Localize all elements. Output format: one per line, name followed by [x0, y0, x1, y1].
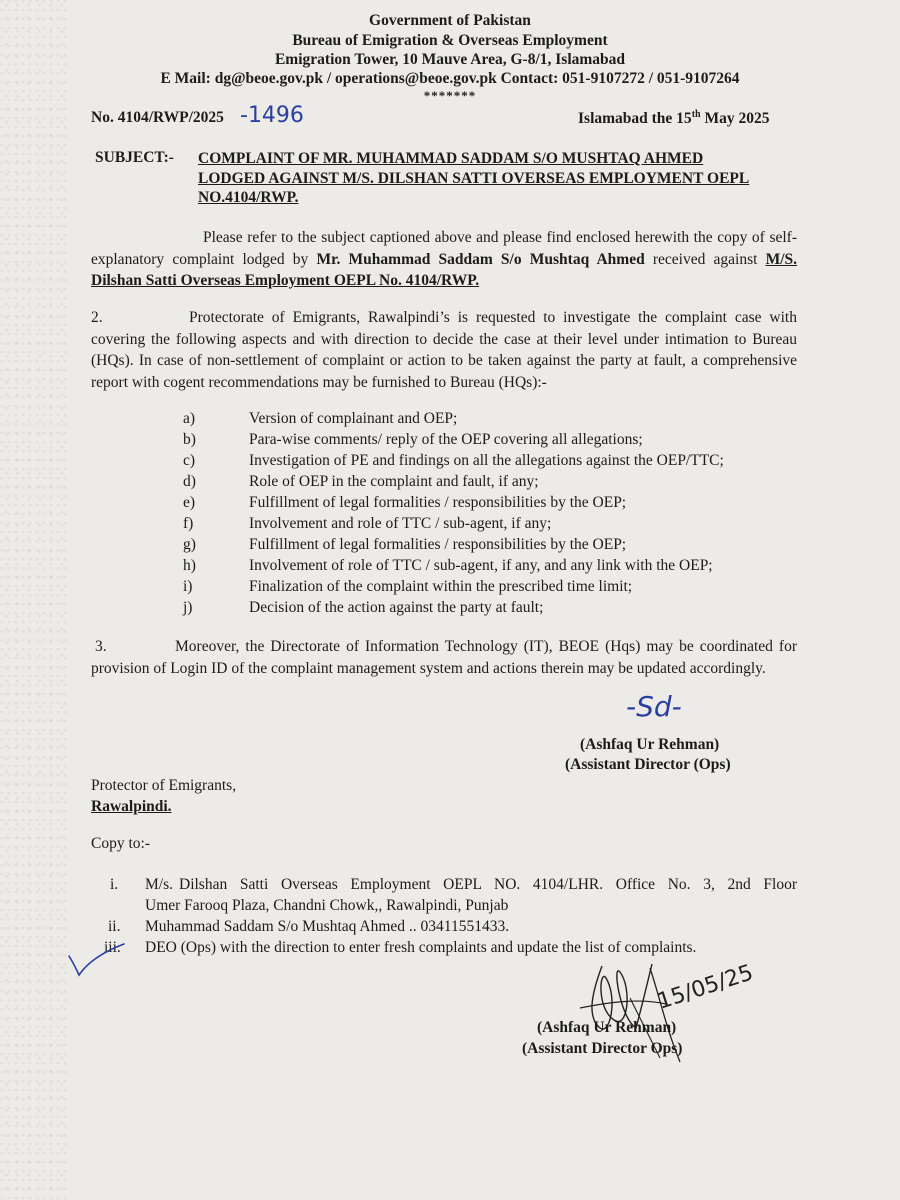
aspect-letter: f)	[183, 515, 194, 532]
aspect-letter: d)	[183, 473, 196, 490]
copy-item-1-text: Dilshan Satti Overseas Employment OEPL NO. 4104/LHR. Office No. 3, 2nd Floor	[179, 876, 797, 893]
para1-text-a: Please refer to the subject captioned above and please find enclosed herewith the copy of self-explanatory complaint lodged by	[91, 229, 797, 268]
signatory-title-2: (Assistant Director Ops)	[522, 1040, 683, 1057]
check-mark-icon	[66, 942, 126, 978]
aspect-text: Finalization of the complaint within the prescribed time limit;	[249, 578, 633, 595]
para1-complainant: Mr. Muhammad Saddam S/o Mushtaq Ahmed	[316, 250, 645, 268]
aspect-text: Decision of the action against the party at fault;	[249, 599, 544, 616]
para1-oep: M/S. Dilshan Satti Overseas Employment OEPL No. 4104/RWP.	[91, 250, 797, 289]
aspect-letter: h)	[183, 557, 196, 574]
aspect-letter: i)	[183, 578, 193, 595]
aspect-text: Involvement and role of TTC / sub-agent, if any;	[249, 515, 552, 532]
aspect-text: Involvement of role of TTC / sub-agent, if any, and any link with the OEP;	[249, 557, 713, 574]
scan-edge-noise	[0, 0, 70, 1200]
signatory-name-2: (Ashfaq Ur Rehman)	[537, 1019, 677, 1036]
subject-line-1: COMPLAINT OF MR. MUHAMMAD SADDAM S/O MUSHTAQ AHMED	[198, 150, 704, 167]
subject-line-2: LODGED AGAINST M/S. DILSHAN SATTI OVERSEAS EMPLOYMENT OEPL	[198, 169, 750, 187]
para2-number: 2.	[91, 309, 103, 326]
date-suffix: May 2025	[700, 110, 770, 128]
ref-number: No. 4104/RWP/2025	[91, 109, 224, 126]
aspect-text: Fulfillment of legal formalities / responsibilities by the OEP;	[249, 494, 627, 511]
copy-item-1	[145, 874, 797, 896]
copy-item-number: i.	[110, 876, 119, 893]
subject-line-3: NO.4104/RWP.	[198, 189, 299, 206]
addressee-line-2: Rawalpindi.	[91, 798, 172, 815]
header-line-1: Government of Pakistan	[369, 12, 531, 29]
aspect-text: Para-wise comments/ reply of the OEP covering all allegations;	[249, 431, 643, 448]
header-line-2: Bureau of Emigration & Overseas Employment	[292, 32, 608, 49]
copy-item-1-prefix: M/s.	[145, 876, 173, 893]
aspect-text: Investigation of PE and findings on all the allegations against the OEP/TTC;	[249, 452, 724, 469]
aspect-letter: c)	[183, 452, 196, 469]
handwritten-ref-suffix: -1496	[240, 103, 304, 128]
letter-date	[578, 109, 769, 128]
copy-item-number: iii.	[104, 939, 121, 956]
aspect-letter: b)	[183, 431, 196, 448]
date-sup: th	[691, 109, 701, 120]
para1-text-b: received against	[644, 250, 766, 268]
aspect-letter: e)	[183, 494, 196, 511]
copy-item-number: ii.	[108, 918, 121, 935]
subject-text	[198, 149, 798, 208]
aspect-text: Fulfillment of legal formalities / responsibilities by the OEP;	[249, 536, 627, 553]
signatory-title: (Assistant Director (Ops)	[565, 756, 731, 773]
header-stars: *******	[423, 88, 477, 103]
copy-item-1-line-2: Umer Farooq Plaza, Chandni Chowk,, Rawalpindi, Punjab	[145, 897, 509, 914]
header-contact: E Mail: dg@beoe.gov.pk / operations@beoe.gov.pk Contact: 051-9107272 / 051-9107264	[160, 70, 740, 87]
copy-item-2: Muhammad Saddam S/o Mushtaq Ahmed .. 03411551433.	[145, 918, 510, 935]
paragraph-1	[91, 227, 797, 292]
aspect-text: Version of complainant and OEP;	[249, 410, 458, 427]
aspect-letter: a)	[183, 410, 196, 427]
aspect-text: Role of OEP in the complaint and fault, if any;	[249, 473, 539, 490]
handwritten-signature-date: 15/05/25	[654, 960, 757, 1015]
paragraph-3: Moreover, the Directorate of Information Technology (IT), BEOE (Hqs) may be coordinated for provision of Login ID of the complaint management system and actions therein may be updated accordingly.	[91, 638, 797, 677]
subject-label: SUBJECT:-	[95, 149, 174, 166]
header-line-3: Emigration Tower, 10 Mauve Area, G-8/1, Islamabad	[274, 51, 626, 68]
signature-mark: -Sd-	[626, 690, 682, 723]
aspect-letter: j)	[183, 599, 193, 616]
copy-item-3: DEO (Ops) with the direction to enter fresh complaints and update the list of complaints.	[145, 939, 697, 956]
addressee-line-1: Protector of Emigrants,	[91, 777, 237, 794]
aspect-letter: g)	[183, 536, 196, 553]
paragraph-2: Protectorate of Emigrants, Rawalpindi’s is requested to investigate the complaint case with covering the following aspects and with direction to decide the case at their level under intimation to Bureau (HQs). In case of non-settlement of complaint or action to be taken against the party at fault, a comprehensive report with cogent recommendations may be furnished to Bureau (HQs):-	[91, 309, 797, 391]
date-prefix: Islamabad the 15	[578, 110, 692, 128]
copy-to-label: Copy to:-	[91, 835, 150, 852]
signatory-name: (Ashfaq Ur Rehman)	[580, 736, 720, 753]
para3-number: 3.	[95, 638, 107, 655]
